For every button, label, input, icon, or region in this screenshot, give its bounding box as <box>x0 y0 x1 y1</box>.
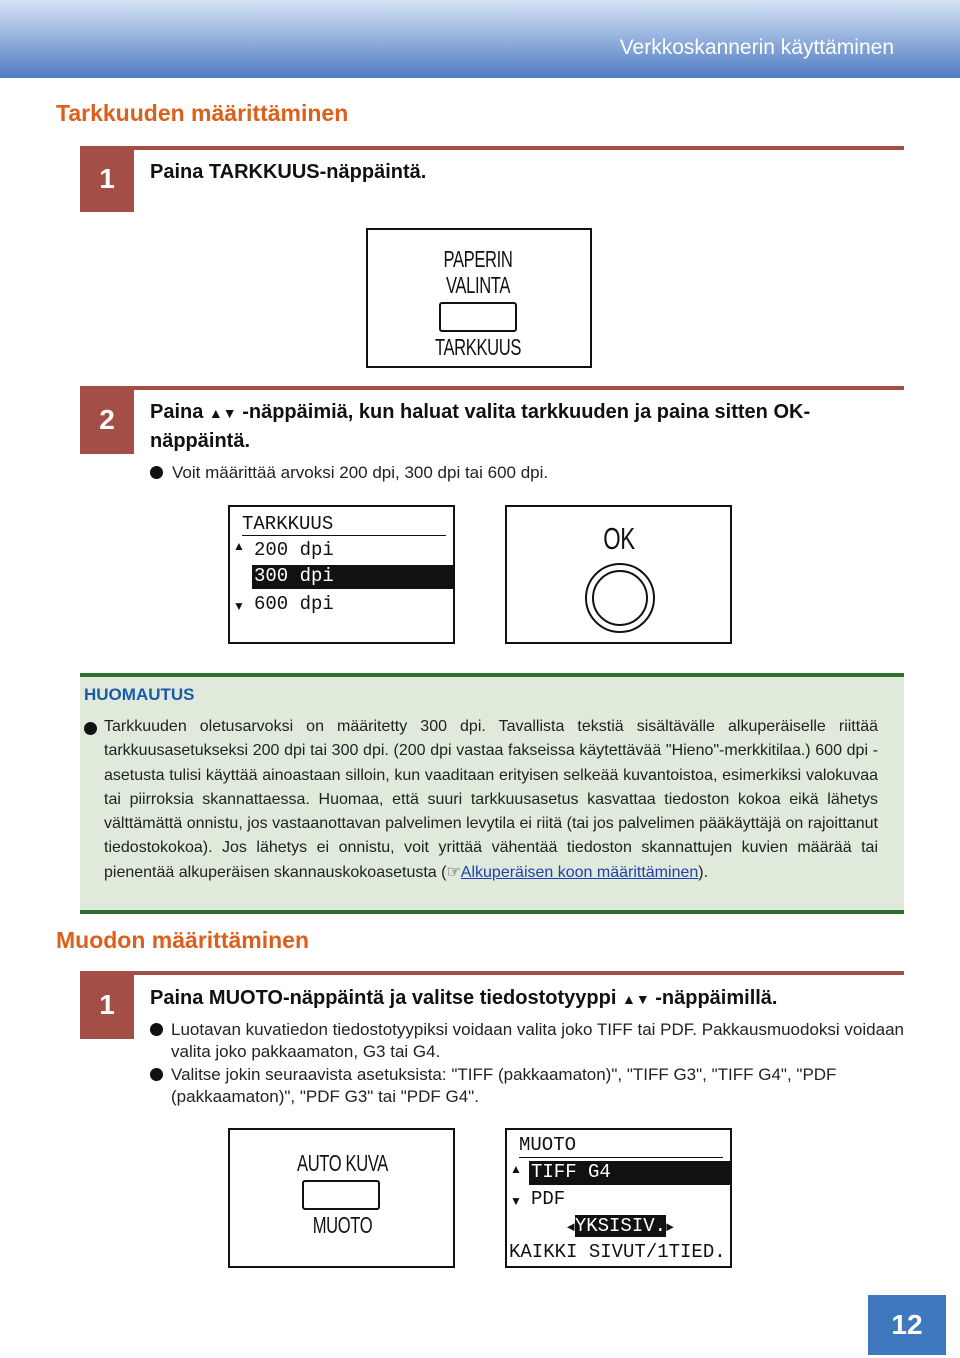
bullet-item <box>150 1019 904 1063</box>
down-arrow-icon: ▼ <box>635 991 650 1007</box>
bullet-icon <box>150 1068 163 1081</box>
lcd-title-underline <box>519 1157 723 1158</box>
step-rule <box>80 971 904 975</box>
bullet-item <box>150 462 548 484</box>
lcd-mode-value[interactable]: YKSISIV. <box>574 1215 667 1237</box>
ok-label: OK <box>603 521 635 556</box>
down-arrow-icon: ▼ <box>510 1194 522 1208</box>
bullet-icon <box>150 1023 163 1036</box>
note-body <box>104 715 878 885</box>
instruction-text: -näppäimiä, kun haluat valita tarkkuuden ja paina sitten OK-näppäintä. <box>150 401 811 452</box>
section-title-format: Muodon määrittäminen <box>56 927 310 953</box>
lcd-title: MUOTO <box>519 1134 577 1156</box>
format-key-panel <box>228 1128 455 1268</box>
lcd-title: TARKKUUS <box>242 513 334 535</box>
step-rule <box>80 146 904 150</box>
page-number: 12 <box>868 1295 946 1355</box>
down-arrow-icon: ▼ <box>222 405 237 421</box>
instruction-text: Paina <box>150 401 204 423</box>
down-arrow-icon: ▼ <box>233 599 245 613</box>
step-instruction <box>150 984 910 1013</box>
lcd-resolution-display <box>228 505 455 644</box>
step-number: 1 <box>80 146 134 212</box>
ok-key-panel <box>505 505 732 644</box>
step-number: 2 <box>80 386 134 454</box>
original-size-link[interactable]: Alkuperäisen koon määrittäminen <box>460 863 699 881</box>
note-label: HUOMAUTUS <box>84 685 195 704</box>
right-arrow-icon: ► <box>666 1220 674 1235</box>
up-arrow-icon: ▲ <box>621 991 636 1007</box>
lcd-option[interactable]: 200 dpi <box>254 539 334 561</box>
left-arrow-icon: ◄ <box>567 1220 575 1235</box>
chapter-title: Verkkoskannerin käyttäminen <box>619 36 894 59</box>
up-arrow-icon: ▲ <box>233 539 245 553</box>
bullet-text: Luotavan kuvatiedon tiedostotyypiksi voidaan valita joko TIFF tai PDF. Pakkausmuodoksi voidaan valita joko pakkaamaton, G3 tai G4. <box>171 1020 904 1061</box>
lcd-mode-row <box>567 1215 674 1237</box>
bullet-text: Voit määrittää arvoksi 200 dpi, 300 dpi tai 600 dpi. <box>172 463 549 482</box>
up-arrow-icon: ▲ <box>208 405 223 421</box>
note-tail: ). <box>698 863 709 881</box>
panel-label-resolution: TARKKUUS <box>434 334 522 360</box>
lcd-option[interactable]: 600 dpi <box>254 593 334 615</box>
lcd-option-selected[interactable]: 300 dpi <box>252 565 455 589</box>
lcd-format-display <box>505 1128 732 1268</box>
instruction-text: -näppäimillä. <box>655 987 778 1009</box>
panel-label-format: MUOTO <box>312 1212 373 1238</box>
bullet-text: Valitse jokin seuraavista asetuksista: "TIFF (pakkaamaton)", "TIFF G3", "TIFF G4", "PDF (pakkaamaton)", "PDF G3" tai "PDF G4". <box>171 1065 837 1106</box>
panel-label-auto-image: AUTO KUVA <box>297 1150 388 1176</box>
reference-icon: ☞ <box>446 863 461 881</box>
ok-button[interactable] <box>585 563 655 633</box>
lcd-footer: KAIKKI SIVUT/1TIED. <box>509 1241 726 1263</box>
step-rule <box>80 386 904 390</box>
header-band <box>0 0 960 78</box>
lcd-option[interactable]: PDF <box>531 1188 566 1210</box>
panel-label-selection: VALINTA <box>445 272 511 298</box>
ok-button-inner-ring <box>592 570 648 626</box>
lcd-option-selected[interactable]: TIFF G4 <box>529 1161 732 1185</box>
section-title-resolution: Tarkkuuden määrittäminen <box>56 100 349 126</box>
panel-label-paper: PAPERIN <box>443 246 513 272</box>
note-text: Tarkkuuden oletusarvoksi on määritetty 300 dpi. Tavallista tekstiä sisältävälle alkuperäiselle riittää tarkkuusasetukseksi 200 dpi tai 300 dpi. (200 dpi vastaa fakseissa käytettävää "Hieno"-merkkitilaa.) 600 dpi -asetusta tulisi käyttää ainoastaan silloin, kun vaaditaan erityisen selkeää kuvantoistoa, esimerkiksi valokuvaa tai piirroksia skannattaessa. Huomaa, että suuri tarkkuusasetus kasvattaa tiedoston kokoa eikä lähetys välttämättä onnistu, jos vastaanottavan palvelimen levytila ei riitä (tai jos palvelimen pääkäyttäjä on rajoittanut tiedostokokoa). Jos lähetys ei onnistu, voit yrittää vähentää tiedoston skannattujen kuvien määrää tai pienentää alkuperäisen skannauskokoasetusta ( <box>104 718 878 881</box>
bullet-item <box>150 1064 904 1108</box>
resolution-key-panel <box>366 228 592 368</box>
up-arrow-icon: ▲ <box>510 1162 522 1176</box>
bullet-icon <box>84 722 97 735</box>
lcd-title-underline <box>242 535 446 536</box>
note-box <box>80 673 904 914</box>
format-key[interactable] <box>302 1180 380 1210</box>
bullet-icon <box>150 466 163 479</box>
resolution-key[interactable] <box>439 302 517 332</box>
step-instruction: Paina TARKKUUS-näppäintä. <box>150 161 427 183</box>
instruction-text: Paina MUOTO-näppäintä ja valitse tiedostotyyppi <box>150 987 617 1009</box>
step-number: 1 <box>80 971 134 1039</box>
step-instruction <box>150 398 910 455</box>
